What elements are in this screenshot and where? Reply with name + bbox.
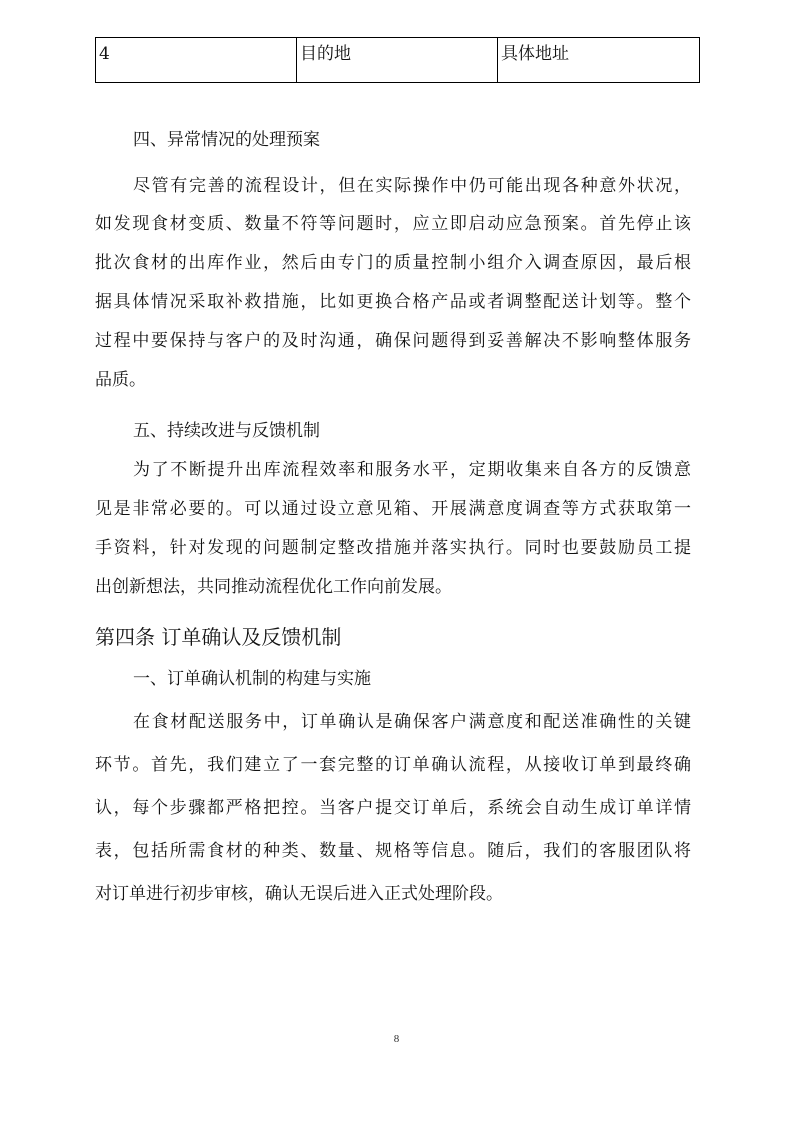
page-number: 8 <box>393 1033 400 1045</box>
paragraph-line: 品质。 <box>95 370 146 390</box>
paragraph-line: 对订单进行初步审核，确认无误后进入正式处理阶段。 <box>95 884 503 904</box>
paragraph-line: 如发现食材变质、数量不符等问题时，应立即启动应急预案。首先停止该 <box>95 214 691 234</box>
table-cell-value: 具体地址 <box>498 38 700 83</box>
paragraph-line: 过程中要保持与客户的及时沟通，确保问题得到妥善解决不影响整体服务 <box>95 331 691 351</box>
section-heading: 五、持续改进与反馈机制 <box>133 421 320 441</box>
paragraph-line: 认，每个步骤都严格把控。当客户提交订单后，系统会自动生成订单详情 <box>95 798 691 818</box>
paragraph-line: 出创新想法，共同推动流程优化工作向前发展。 <box>95 577 452 597</box>
paragraph-line: 为了不断提升出库流程效率和服务水平，定期收集来自各方的反馈意 <box>133 460 691 480</box>
table-cell-item: 目的地 <box>297 38 498 83</box>
table-cell-index: 4 <box>96 38 297 83</box>
paragraph-line: 手资料，针对发现的问题制定整改措施并落实执行。同时也要鼓励员工提 <box>95 538 691 558</box>
paragraph-line: 环节。首先，我们建立了一套完整的订单确认流程，从接收订单到最终确 <box>95 755 691 775</box>
section-heading: 四、异常情况的处理预案 <box>133 130 320 150</box>
paragraph-line: 见是非常必要的。可以通过设立意见箱、开展满意度调查等方式获取第一 <box>95 499 691 519</box>
section-heading: 一、订单确认机制的构建与实施 <box>133 669 371 689</box>
paragraph-line: 批次食材的出库作业，然后由专门的质量控制小组介入调查原因，最后根 <box>95 253 691 273</box>
table-row <box>96 38 700 83</box>
paragraph-line: 在食材配送服务中，订单确认是确保客户满意度和配送准确性的关键 <box>133 712 691 732</box>
article-title: 第四条 订单确认及反馈机制 <box>95 625 342 649</box>
paragraph-line: 表，包括所需食材的种类、数量、规格等信息。随后，我们的客服团队将 <box>95 841 691 861</box>
address-table <box>95 37 700 83</box>
paragraph-line: 尽管有完善的流程设计，但在实际操作中仍可能出现各种意外状况， <box>133 176 691 196</box>
paragraph-line: 据具体情况采取补救措施，比如更换合格产品或者调整配送计划等。整个 <box>95 292 691 312</box>
